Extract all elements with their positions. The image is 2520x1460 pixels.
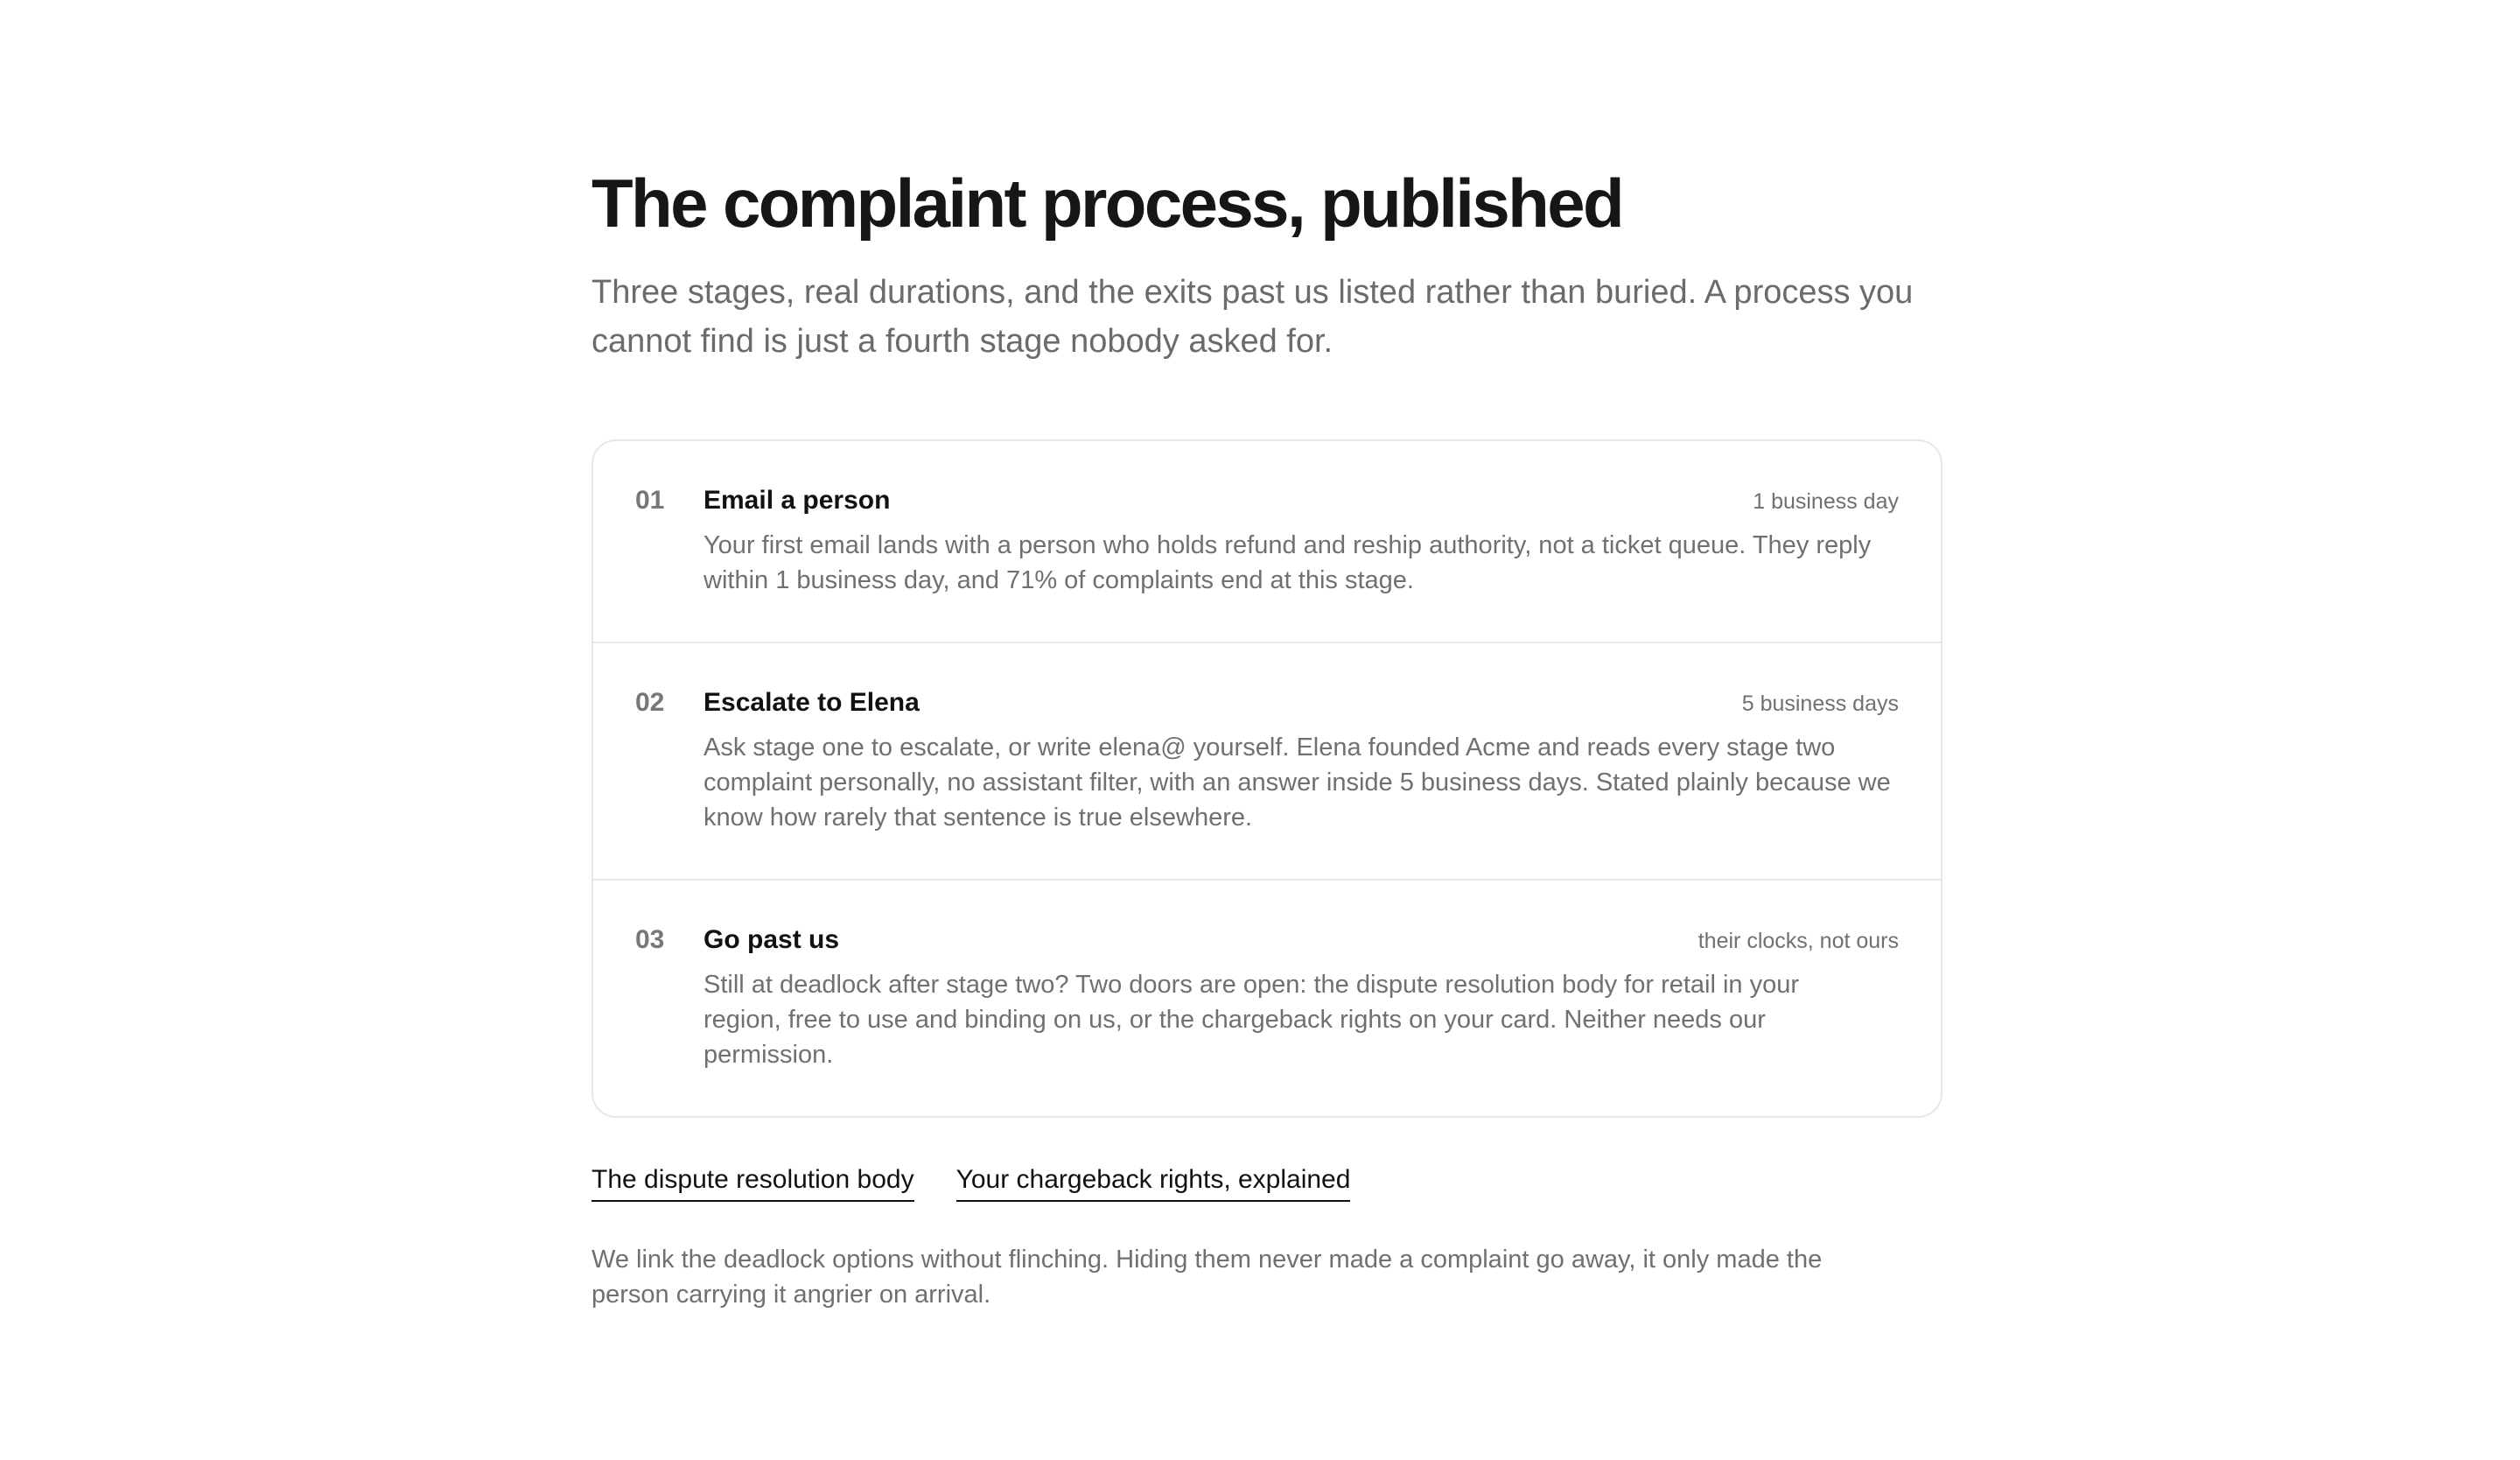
stage-number: 01 xyxy=(635,486,665,515)
stage-duration: 5 business days xyxy=(1741,691,1899,716)
stage-title: Go past us xyxy=(704,925,840,954)
stage-title: Email a person xyxy=(704,486,891,515)
stage-number: 03 xyxy=(635,925,665,954)
chargeback-rights-link[interactable]: Your chargeback rights, explained xyxy=(956,1162,1351,1202)
stage-item-1 xyxy=(593,441,1941,642)
stage-item-2 xyxy=(593,642,1941,879)
dispute-resolution-link[interactable]: The dispute resolution body xyxy=(592,1162,914,1202)
stage-duration: their clocks, not ours xyxy=(1698,929,1899,953)
footnote: We link the deadlock options without flinching. Hiding them never made a complaint go away, it only made the person carrying it angrier on arrival. xyxy=(592,1246,1823,1309)
stage-item-3 xyxy=(593,879,1941,1116)
stage-number: 02 xyxy=(635,688,665,717)
external-links xyxy=(592,1162,1942,1202)
stage-header xyxy=(704,684,1899,723)
stage-description: Still at deadlock after stage two? Two doors are open: the dispute resolution body for retail in your region, free to use and binding on us, or the chargeback rights on your card. Neither needs our permission. xyxy=(704,971,1800,1069)
stages-card xyxy=(592,439,1942,1118)
page-lede: Three stages, real durations, and the exits past us listed rather than buried. A process you cannot find is just a fourth stage nobody asked for. xyxy=(592,274,1914,360)
stage-title: Escalate to Elena xyxy=(704,688,920,717)
stage-body xyxy=(704,684,1899,835)
main-content xyxy=(592,158,1942,1337)
stage-header xyxy=(704,921,1899,960)
stage-duration: 1 business day xyxy=(1753,489,1899,514)
stage-description: Ask stage one to escalate, or write elena@ yourself. Elena founded Acme and reads every stage two complaint personally, no assistant filter, with an answer inside 5 business days. Stated plainly because we know how rarely that sentence is true elsewhere. xyxy=(704,734,1891,832)
stage-body xyxy=(704,481,1899,598)
stage-body xyxy=(704,921,1899,1072)
page-title: The complaint process, published xyxy=(592,165,1623,242)
stage-description: Your first email lands with a person who holds refund and reship authority, not a ticket queue. They reply within 1 business day, and 71% of complaints end at this stage. xyxy=(704,531,1872,594)
stage-header xyxy=(704,481,1899,521)
